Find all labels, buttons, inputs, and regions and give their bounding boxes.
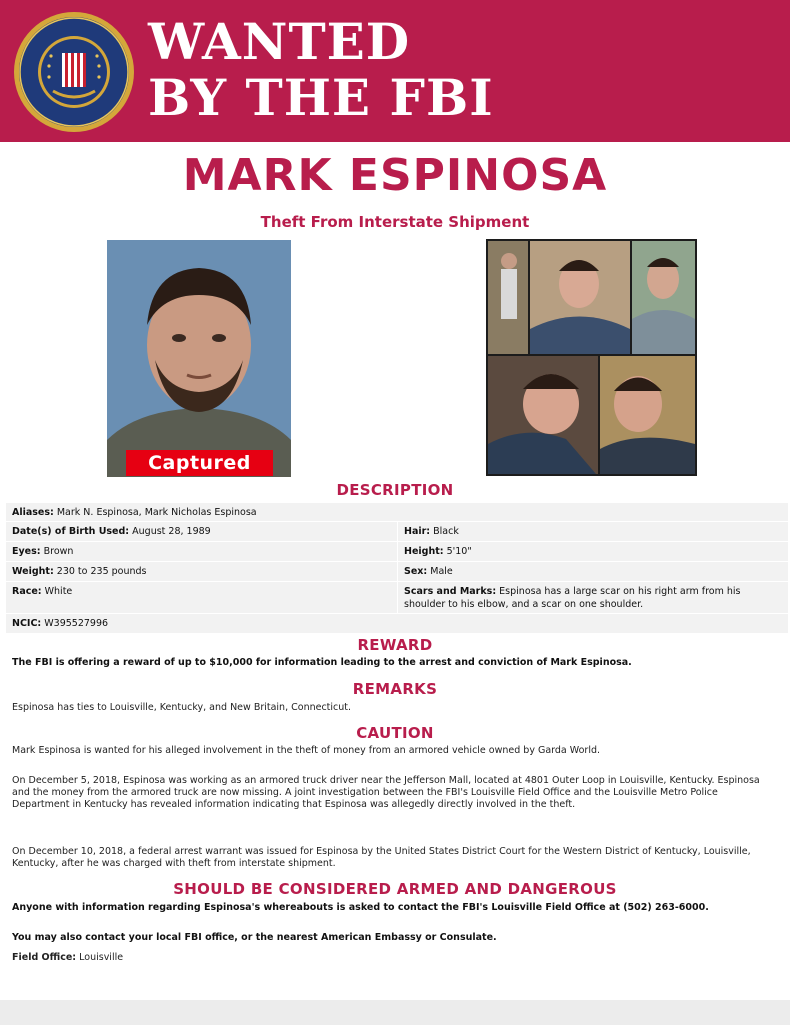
bottom-bar xyxy=(0,1000,790,1025)
sex-cell xyxy=(398,562,459,581)
aliases-label: Aliases: xyxy=(12,507,54,518)
reward-heading: REWARD xyxy=(357,636,433,654)
caution-paragraph-2: On December 5, 2018, Espinosa was working as an armored truck driver near the Jefferson Mall, located at 4801 Outer Loop in Louisville, Kentucky. Espinosa and the money from the armored truck are now missing. A joint investigation between the FBI's Louisville Field Office and the Louisville Metro Police Department in Kentucky has revealed information indicating that Espinosa was allegedly directly involved in the theft. xyxy=(12,775,760,810)
caution-paragraph-3: On December 10, 2018, a federal arrest warrant was issued for Espinosa by the United States District Court for the Western District of Kentucky, Louisville, Kentucky, after he was charged with theft from interstate shipment. xyxy=(12,846,751,869)
race-value: White xyxy=(44,586,73,597)
contact-text: Anyone with information regarding Espinosa's whereabouts is asked to contact the FBI's Louisville Field Office at (502) 263-6000. xyxy=(12,902,709,913)
fbi-seal-icon xyxy=(13,11,135,133)
height-cell xyxy=(398,542,478,561)
scars-cell xyxy=(398,582,786,614)
hair-value: Black xyxy=(433,526,459,537)
table-row xyxy=(6,542,788,562)
table-row xyxy=(6,503,788,522)
caution-paragraph-1: Mark Espinosa is wanted for his alleged involvement in the theft of money from an armored vehicle owned by Garda World. xyxy=(12,745,601,756)
captured-badge: Captured xyxy=(126,450,273,476)
weight-value: 230 to 235 pounds xyxy=(56,566,147,577)
ncic-label: NCIC: xyxy=(12,618,42,629)
weight-label: Weight: xyxy=(12,566,54,577)
sex-label: Sex: xyxy=(404,566,428,577)
subject-photo xyxy=(107,240,291,477)
ncic-cell xyxy=(6,614,114,633)
sex-value: Male xyxy=(430,566,453,577)
subject-photo-illustration xyxy=(107,240,291,477)
collage-photos xyxy=(486,239,697,476)
field-office-value: Louisville xyxy=(79,952,124,963)
contact-embassy-text: You may also contact your local FBI office, or the nearest American Embassy or Consulate. xyxy=(12,932,497,943)
aliases-cell xyxy=(6,503,263,522)
field-office xyxy=(12,952,776,964)
banner-line-by-the-fbi: BY THE FBI xyxy=(148,68,494,127)
height-label: Height: xyxy=(404,546,444,557)
weight-cell xyxy=(6,562,153,581)
banner-line-wanted: WANTED xyxy=(148,12,411,71)
scars-value: Espinosa has a large scar on his right arm from his shoulder to his elbow, and a scar on one shoulder. xyxy=(404,586,741,610)
remarks-heading: REMARKS xyxy=(352,680,438,698)
table-row xyxy=(6,614,788,634)
ncic-value: W395527996 xyxy=(44,618,109,629)
remarks-text: Espinosa has ties to Louisville, Kentucky, and New Britain, Connecticut. xyxy=(12,702,352,713)
table-row xyxy=(6,522,788,542)
caution-heading: CAUTION xyxy=(356,724,434,742)
photo-collage xyxy=(486,239,697,476)
table-row xyxy=(6,582,788,614)
description-heading: DESCRIPTION xyxy=(336,481,454,499)
armed-dangerous-heading: SHOULD BE CONSIDERED ARMED AND DANGEROUS xyxy=(173,880,617,898)
wanted-banner xyxy=(0,0,790,142)
eyes-cell xyxy=(6,542,79,561)
crime-title: Theft From Interstate Shipment xyxy=(260,213,530,231)
race-label: Race: xyxy=(12,586,42,597)
race-cell xyxy=(6,582,78,601)
subject-name: MARK ESPINOSA xyxy=(182,150,608,201)
dob-value: August 28, 1989 xyxy=(132,526,211,537)
eyes-label: Eyes: xyxy=(12,546,41,557)
scars-label: Scars and Marks: xyxy=(404,586,497,597)
reward-text: The FBI is offering a reward of up to $10,000 for information leading to the arrest and conviction of Mark Espinosa. xyxy=(12,657,632,668)
eyes-value: Brown xyxy=(43,546,74,557)
aliases-value: Mark N. Espinosa, Mark Nicholas Espinosa xyxy=(56,507,257,518)
table-row xyxy=(6,562,788,582)
height-value: 5'10" xyxy=(446,546,472,557)
hair-label: Hair: xyxy=(404,526,431,537)
banner-title xyxy=(148,14,494,126)
dob-cell xyxy=(6,522,217,541)
hair-cell xyxy=(398,522,465,541)
dob-label: Date(s) of Birth Used: xyxy=(12,526,130,537)
field-office-label: Field Office: xyxy=(12,952,77,963)
